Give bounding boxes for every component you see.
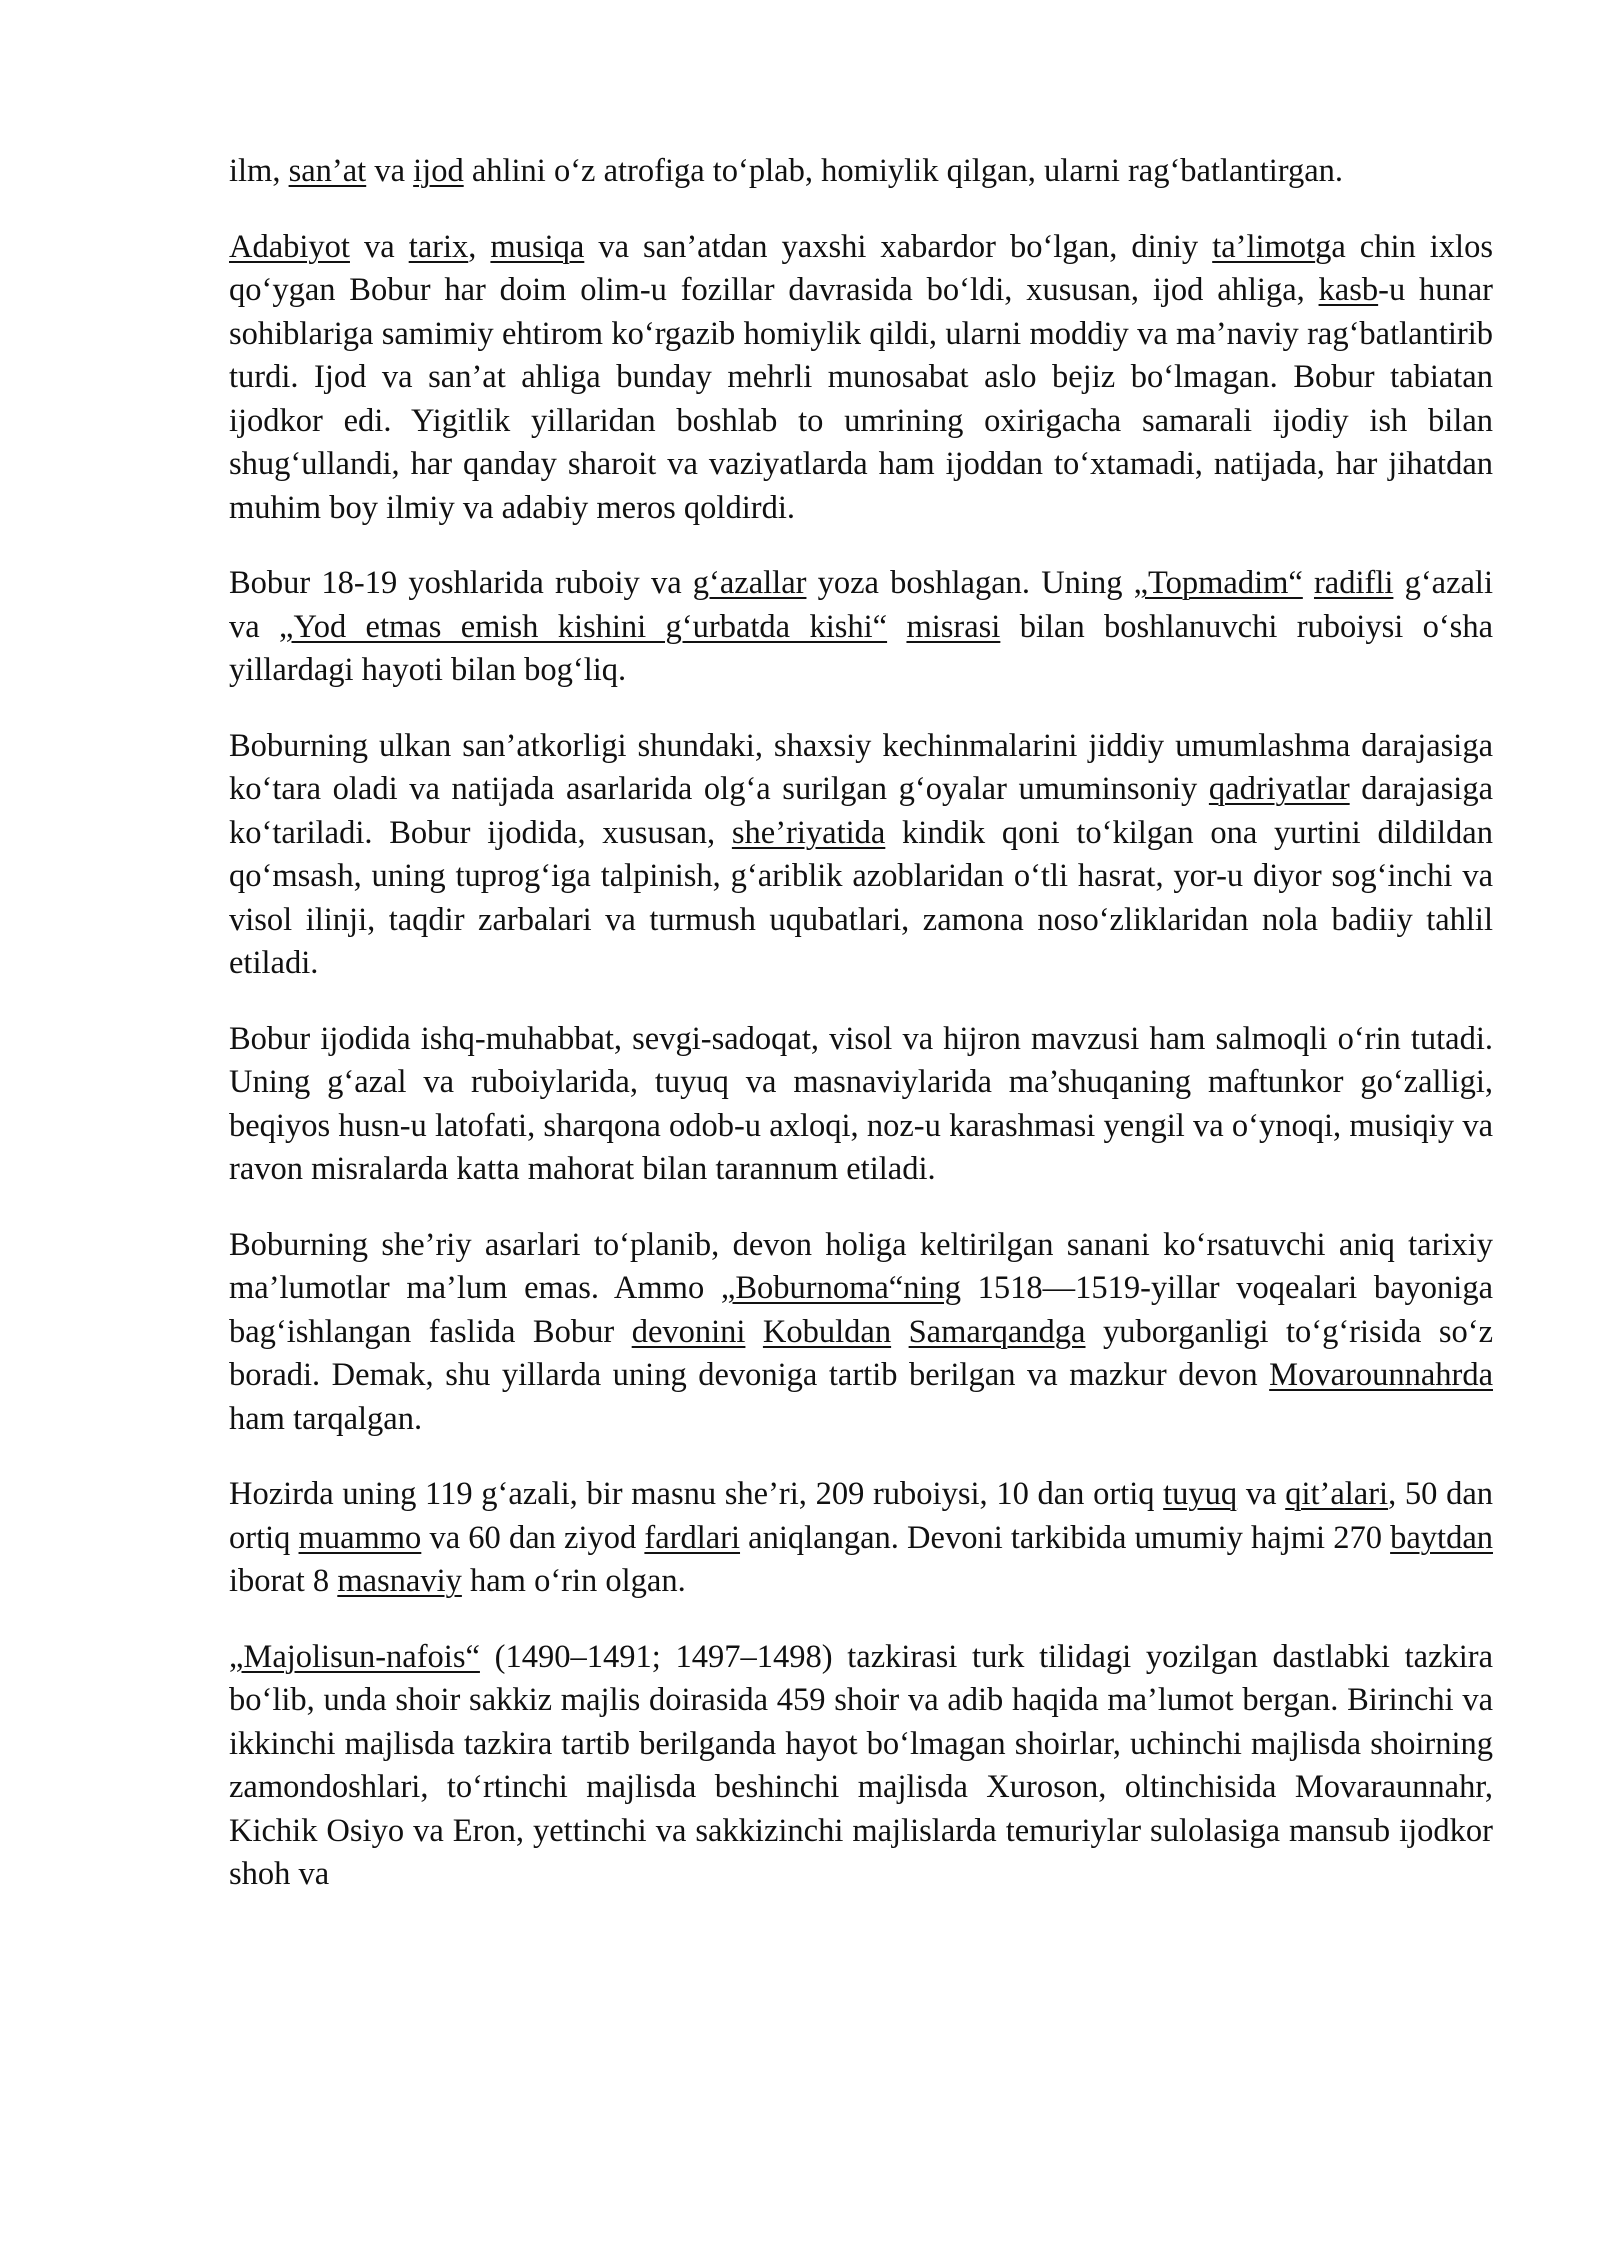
text-span: (1490–1491; 1497–1498) tazkirasi turk tilidagi yozilgan dastlabki tazkira bo‘lib, unda shoir sakkiz majlis doirasida 459 shoir va adib haqida ma’lumot bergan. Birinchi va ikkinchi majlisda tazkira tartib berilganda hayot bo‘lmagan shoirlar, uchinchi majlisda shoirning zamondoshlari, to‘rtinchi majlisda beshinchi majlisda Xuroson, oltinchisida Movaraunnahr, Kichik Osiyo va Eron, yettinchi va sakkizinchi majlislarda temuriylar sulolasiga mansub ijodkor shoh va [229,1638,1493,1892]
text-span: , [468,228,491,265]
hyperlink[interactable]: kasb [1318,272,1379,308]
text-span: va [1237,1476,1286,1512]
paragraph [229,226,1493,531]
text-span: bilan boshlanuvchi ruboiysi o‘sha yillardagi hayoti bilan bog‘liq. [229,608,1494,688]
text-span: yoza boshlagan. Uning [806,565,1134,601]
paragraph [229,150,1493,194]
text-span: ham tarqalgan. [229,1400,423,1437]
text-span: g‘azali va [229,565,1493,645]
hyperlink[interactable]: misrasi [906,608,1001,645]
text-span: ahlini o‘z atrofiga to‘plab, homiylik qilgan, ularni rag‘batlantirgan. [463,153,1344,189]
hyperlink[interactable]: „Yod etmas emish kishini g‘urbatda kishi“ [279,608,888,645]
hyperlink[interactable]: san’at [288,153,367,189]
text-span: aniqlangan. Devoni tarkibida umumiy hajmi 270 [740,1519,1391,1556]
hyperlink[interactable]: Kobuldan [762,1313,892,1350]
hyperlink[interactable]: „Majolisun-nafois“ [229,1638,480,1675]
text-span: va 60 dan ziyod [421,1519,645,1556]
text-span: kindik qoni to‘kilgan ona yurtini dildildan qo‘msash, uning tuprog‘iga talpinish, g‘ariblik azoblaridan o‘tli hasrat, yor-u diyor sog‘inchi va visol ilinji, taqdir zarbalari va turmush uqubatlari, zamona noso‘zliklaridan nola badiiy tahlil etiladi. [229,814,1493,981]
hyperlink[interactable]: musiqa [490,228,585,265]
hyperlink[interactable]: baytdan [1390,1519,1493,1556]
hyperlink[interactable]: devonini [631,1313,746,1350]
text-span [745,1314,763,1350]
text-span: Hozirda uning 119 g‘azali, bir masnu she’ri, 209 ruboiysi, 10 dan ortiq [229,1476,1164,1512]
paragraph [229,1636,1493,1897]
text-span: va san’atdan yaxshi xabardor bo‘lgan, diniy [584,228,1213,265]
text-span: va [349,228,409,265]
hyperlink[interactable]: ta’limot [1212,228,1316,265]
text-span: -u hunar sohiblariga samimiy ehtirom ko‘rgazib homiylik qildi, ularni moddiy va ma’naviy rag‘batlantirib turdi. Ijod va san’at ahliga bunday mehrli munosabat aslo bejiz bo‘lmagan. Bobur tabiatan ijodkor edi. Yigitlik yillaridan boshlab to umrining oxirigacha samarali ijodiy ish bilan shug‘ullandi, har qanday sharoit va vaziyatlarda ham ijoddan to‘xtamadi, natijada, har jihatdan muhim boy ilmiy va adabiy meros qoldirdi. [229,272,1493,526]
paragraph [229,562,1493,693]
text-span: darajasiga ko‘tariladi. Bobur ijodida, xususan, [229,771,1493,851]
text-span: Boburning ulkan san’atkorligi shundaki, shaxsiy kechinmalarini jiddiy umumlashma darajasiga ko‘tara oladi va natijada asarlarida olg‘a surilgan g‘oyalar umuminsoniy [229,727,1493,807]
paragraph [229,1018,1493,1192]
text-span: yuborganligi to‘g‘risida so‘z boradi. Demak, shu yillarda uning devoniga tartib berilgan va mazkur devon [229,1313,1494,1393]
hyperlink[interactable]: „Boburnoma“ning [720,1270,961,1306]
hyperlink[interactable]: g‘azallar [692,565,807,601]
hyperlink[interactable]: she’riyatida [731,814,886,851]
text-span: , 50 dan ortiq [229,1476,1493,1556]
text-span: ham o‘rin olgan. [461,1563,686,1599]
paragraph [229,1473,1493,1604]
hyperlink[interactable]: tarix [408,228,469,265]
hyperlink[interactable]: masnaviy [337,1563,462,1599]
text-span [887,609,906,645]
document-page [229,150,1493,1929]
paragraph [229,1224,1493,1442]
hyperlink[interactable]: „Topmadim“ [1133,565,1303,601]
text-span [1303,565,1314,601]
paragraph [229,725,1493,986]
text-span: iborat 8 [229,1563,338,1599]
hyperlink[interactable]: muammo [298,1519,422,1556]
hyperlink[interactable]: qit’alari [1285,1476,1389,1512]
hyperlink[interactable]: Movarounnahrda [1269,1357,1493,1393]
hyperlink[interactable]: tuyuq [1163,1476,1238,1512]
text-span [891,1314,909,1350]
text-span: 1518—1519-yillar voqealari bayoniga bag‘ishlangan faslida Bobur [229,1270,1493,1350]
text-span: Bobur ijodida ishq-muhabbat, sevgi-sadoqat, visol va hijron mavzusi ham salmoqli o‘rin tutadi. Uning g‘azal va ruboiylarida, tuyuq va masnaviylarida ma’shuqaning maftunkor go‘zalligi, beqiyos husn-u latofati, sharqona odob-u axloqi, noz-u karashmasi yengil va o‘ynoqi, musiqiy va ravon misralarda katta mahorat bilan tarannum etiladi. [229,1020,1493,1187]
text-span: va [366,153,414,189]
hyperlink[interactable]: fardlari [644,1519,741,1556]
hyperlink[interactable]: ijod [413,153,464,189]
text-span: Boburning she’riy asarlari to‘planib, devon holiga keltirilgan sanani ko‘rsatuvchi aniq tarixiy ma’lumotlar ma’lum emas. Ammo [229,1226,1493,1306]
text-span: ilm, [229,153,289,189]
hyperlink[interactable]: Samarqandga [908,1313,1086,1350]
text-span: Bobur 18-19 yoshlarida ruboiy va [229,565,693,601]
hyperlink[interactable]: qadriyatlar [1208,771,1350,807]
text-span: ga chin ixlos qo‘ygan Bobur har doim olim-u fozillar davrasida bo‘ldi, xususan, ijod ahliga, [229,228,1493,308]
hyperlink[interactable]: Adabiyot [229,228,350,265]
hyperlink[interactable]: radifli [1313,565,1394,601]
